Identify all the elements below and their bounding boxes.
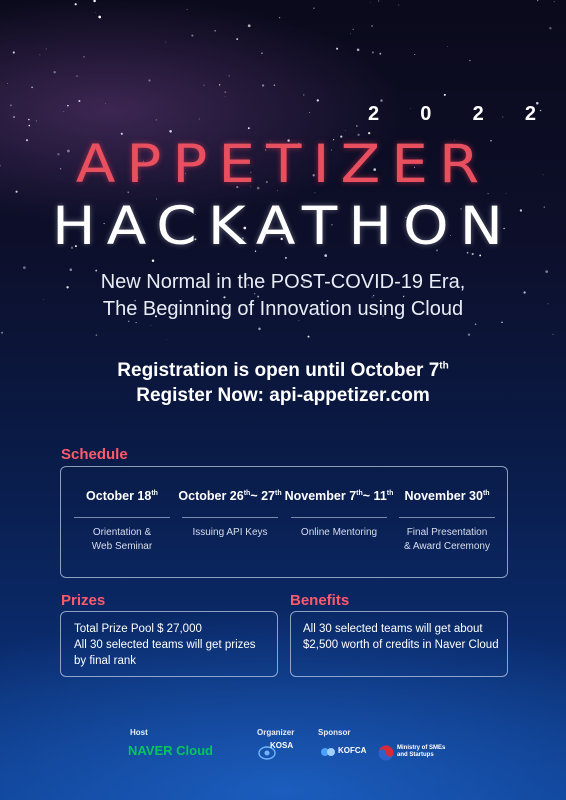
star [199, 119, 200, 120]
star [444, 94, 446, 96]
sponsor-footer [0, 710, 566, 800]
star [370, 2, 371, 3]
star [228, 75, 229, 76]
star [10, 104, 12, 106]
schedule-desc: Final Presentation & Award Ceremony [404, 527, 490, 552]
star [403, 296, 404, 297]
star [165, 42, 166, 43]
kosa-text: KOSA [270, 741, 294, 750]
star [543, 175, 544, 176]
star [67, 105, 69, 107]
schedule-date: October 18th [86, 489, 158, 503]
star [28, 125, 30, 127]
star [16, 191, 18, 193]
register-url: Register Now: api-appetizer.com [136, 385, 430, 406]
star [373, 295, 374, 296]
star [225, 96, 226, 97]
prizes-text [74, 621, 256, 669]
star [303, 94, 304, 95]
star [372, 51, 374, 53]
year-digit: 0 [420, 103, 434, 125]
star [554, 1, 555, 2]
star [31, 86, 33, 88]
star [63, 111, 64, 112]
schedule-divider [399, 517, 495, 518]
benefits-text [303, 621, 499, 653]
star [274, 84, 275, 85]
prizes-box [60, 611, 278, 677]
star [95, 12, 96, 13]
star [540, 110, 542, 112]
registration-deadline-text: Registration is open until October 7 [117, 360, 440, 381]
kosa-logo [258, 740, 294, 762]
star [26, 139, 28, 141]
star [7, 83, 8, 84]
star [152, 259, 154, 261]
schedule-box [60, 466, 508, 578]
star [262, 84, 264, 86]
kofca-text: KOFCA [338, 746, 367, 755]
star [414, 54, 415, 55]
prizes-line: All 30 selected teams will get prizes [74, 639, 256, 651]
title-appetizer: APPETIZER [75, 133, 491, 195]
star [156, 119, 157, 120]
star [148, 79, 150, 81]
star [537, 0, 538, 1]
star [371, 25, 373, 27]
prizes-line: by final rank [74, 655, 137, 667]
star [313, 8, 314, 9]
star [357, 49, 360, 52]
ministry-text: Ministry of SMEs and Startups [397, 745, 446, 758]
star [36, 120, 37, 121]
benefits-heading: Benefits [290, 592, 350, 609]
star [105, 103, 106, 104]
schedule-date: October 26th~ 27th [178, 489, 282, 503]
tagline-line2: The Beginning of Innovation using Cloud [102, 298, 464, 320]
star [1, 332, 3, 334]
schedule-item [391, 489, 503, 554]
star [309, 112, 310, 113]
star [261, 52, 263, 54]
schedule-item [283, 489, 395, 540]
ministry-logo [378, 742, 468, 764]
star [317, 99, 319, 101]
star [46, 48, 47, 49]
schedule-desc: Orientation & Web Seminar [91, 527, 153, 552]
star [23, 266, 26, 269]
star [219, 84, 220, 85]
prizes-heading: Prizes [61, 592, 106, 609]
schedule-item [66, 489, 178, 554]
organizer-label: Organizer [257, 728, 295, 737]
star [78, 100, 80, 102]
sponsor-label: Sponsor [318, 728, 351, 737]
schedule-divider [182, 517, 278, 518]
star [191, 35, 193, 37]
schedule-divider [291, 517, 387, 518]
star [98, 16, 101, 19]
star [187, 9, 188, 10]
star [350, 33, 351, 34]
star [76, 75, 78, 77]
star [169, 130, 172, 133]
schedule-item [174, 489, 286, 540]
year-2022 [368, 103, 538, 126]
star [96, 334, 98, 336]
star [0, 165, 1, 167]
schedule-date: November 30th [404, 489, 490, 503]
schedule-date: November 7th~ 11th [284, 489, 394, 503]
kofca-logo [320, 742, 372, 762]
host-label: Host [130, 728, 148, 737]
prizes-line: Total Prize Pool $ 27,000 [74, 623, 202, 635]
benefits-box [290, 611, 508, 677]
star [380, 99, 382, 101]
star [236, 38, 238, 40]
taegeuk-icon [378, 745, 394, 761]
star [549, 27, 551, 29]
star [356, 125, 357, 126]
schedule-desc: Online Mentoring [300, 527, 378, 538]
star [552, 334, 553, 335]
star [285, 257, 287, 259]
schedule-desc: Issuing API Keys [192, 527, 268, 538]
year-digit: 2 [524, 103, 538, 125]
star [28, 119, 29, 120]
star [501, 322, 502, 323]
star [83, 56, 84, 57]
star [468, 334, 470, 336]
registration-deadline [0, 360, 566, 382]
star [151, 325, 152, 326]
year-digit: 2 [472, 103, 486, 125]
kofca-emblem-icon [320, 744, 336, 760]
star [248, 24, 251, 27]
star [469, 60, 470, 61]
star [54, 71, 56, 73]
star [75, 3, 77, 5]
ordinal-suffix: th [439, 360, 449, 372]
star [308, 336, 310, 338]
star [475, 324, 476, 325]
star [214, 30, 216, 32]
naver-cloud-logo: NAVER Cloud [128, 743, 213, 758]
star [93, 0, 95, 2]
star [447, 46, 448, 47]
schedule-divider [74, 517, 170, 518]
title-hackathon: HACKATHON [51, 195, 515, 257]
benefits-line: All 30 selected teams will get about [303, 623, 483, 635]
tagline-line1: New Normal in the POST-COVID-19 Era, [100, 271, 466, 293]
star [258, 328, 261, 331]
star [13, 51, 15, 53]
star [336, 48, 338, 50]
star [345, 130, 346, 131]
benefits-line: $2,500 worth of credits in Naver Cloud [303, 639, 499, 651]
schedule-heading: Schedule [61, 446, 128, 463]
star [224, 91, 226, 93]
star [166, 339, 167, 340]
star [248, 127, 250, 129]
star [352, 29, 353, 30]
star [136, 322, 137, 323]
star [379, 53, 381, 55]
star [279, 17, 280, 18]
star [13, 116, 15, 118]
star [398, 5, 399, 6]
star [544, 206, 545, 207]
star [378, 0, 379, 1]
year-digit: 2 [368, 103, 382, 125]
star [203, 85, 204, 86]
star [40, 55, 41, 56]
